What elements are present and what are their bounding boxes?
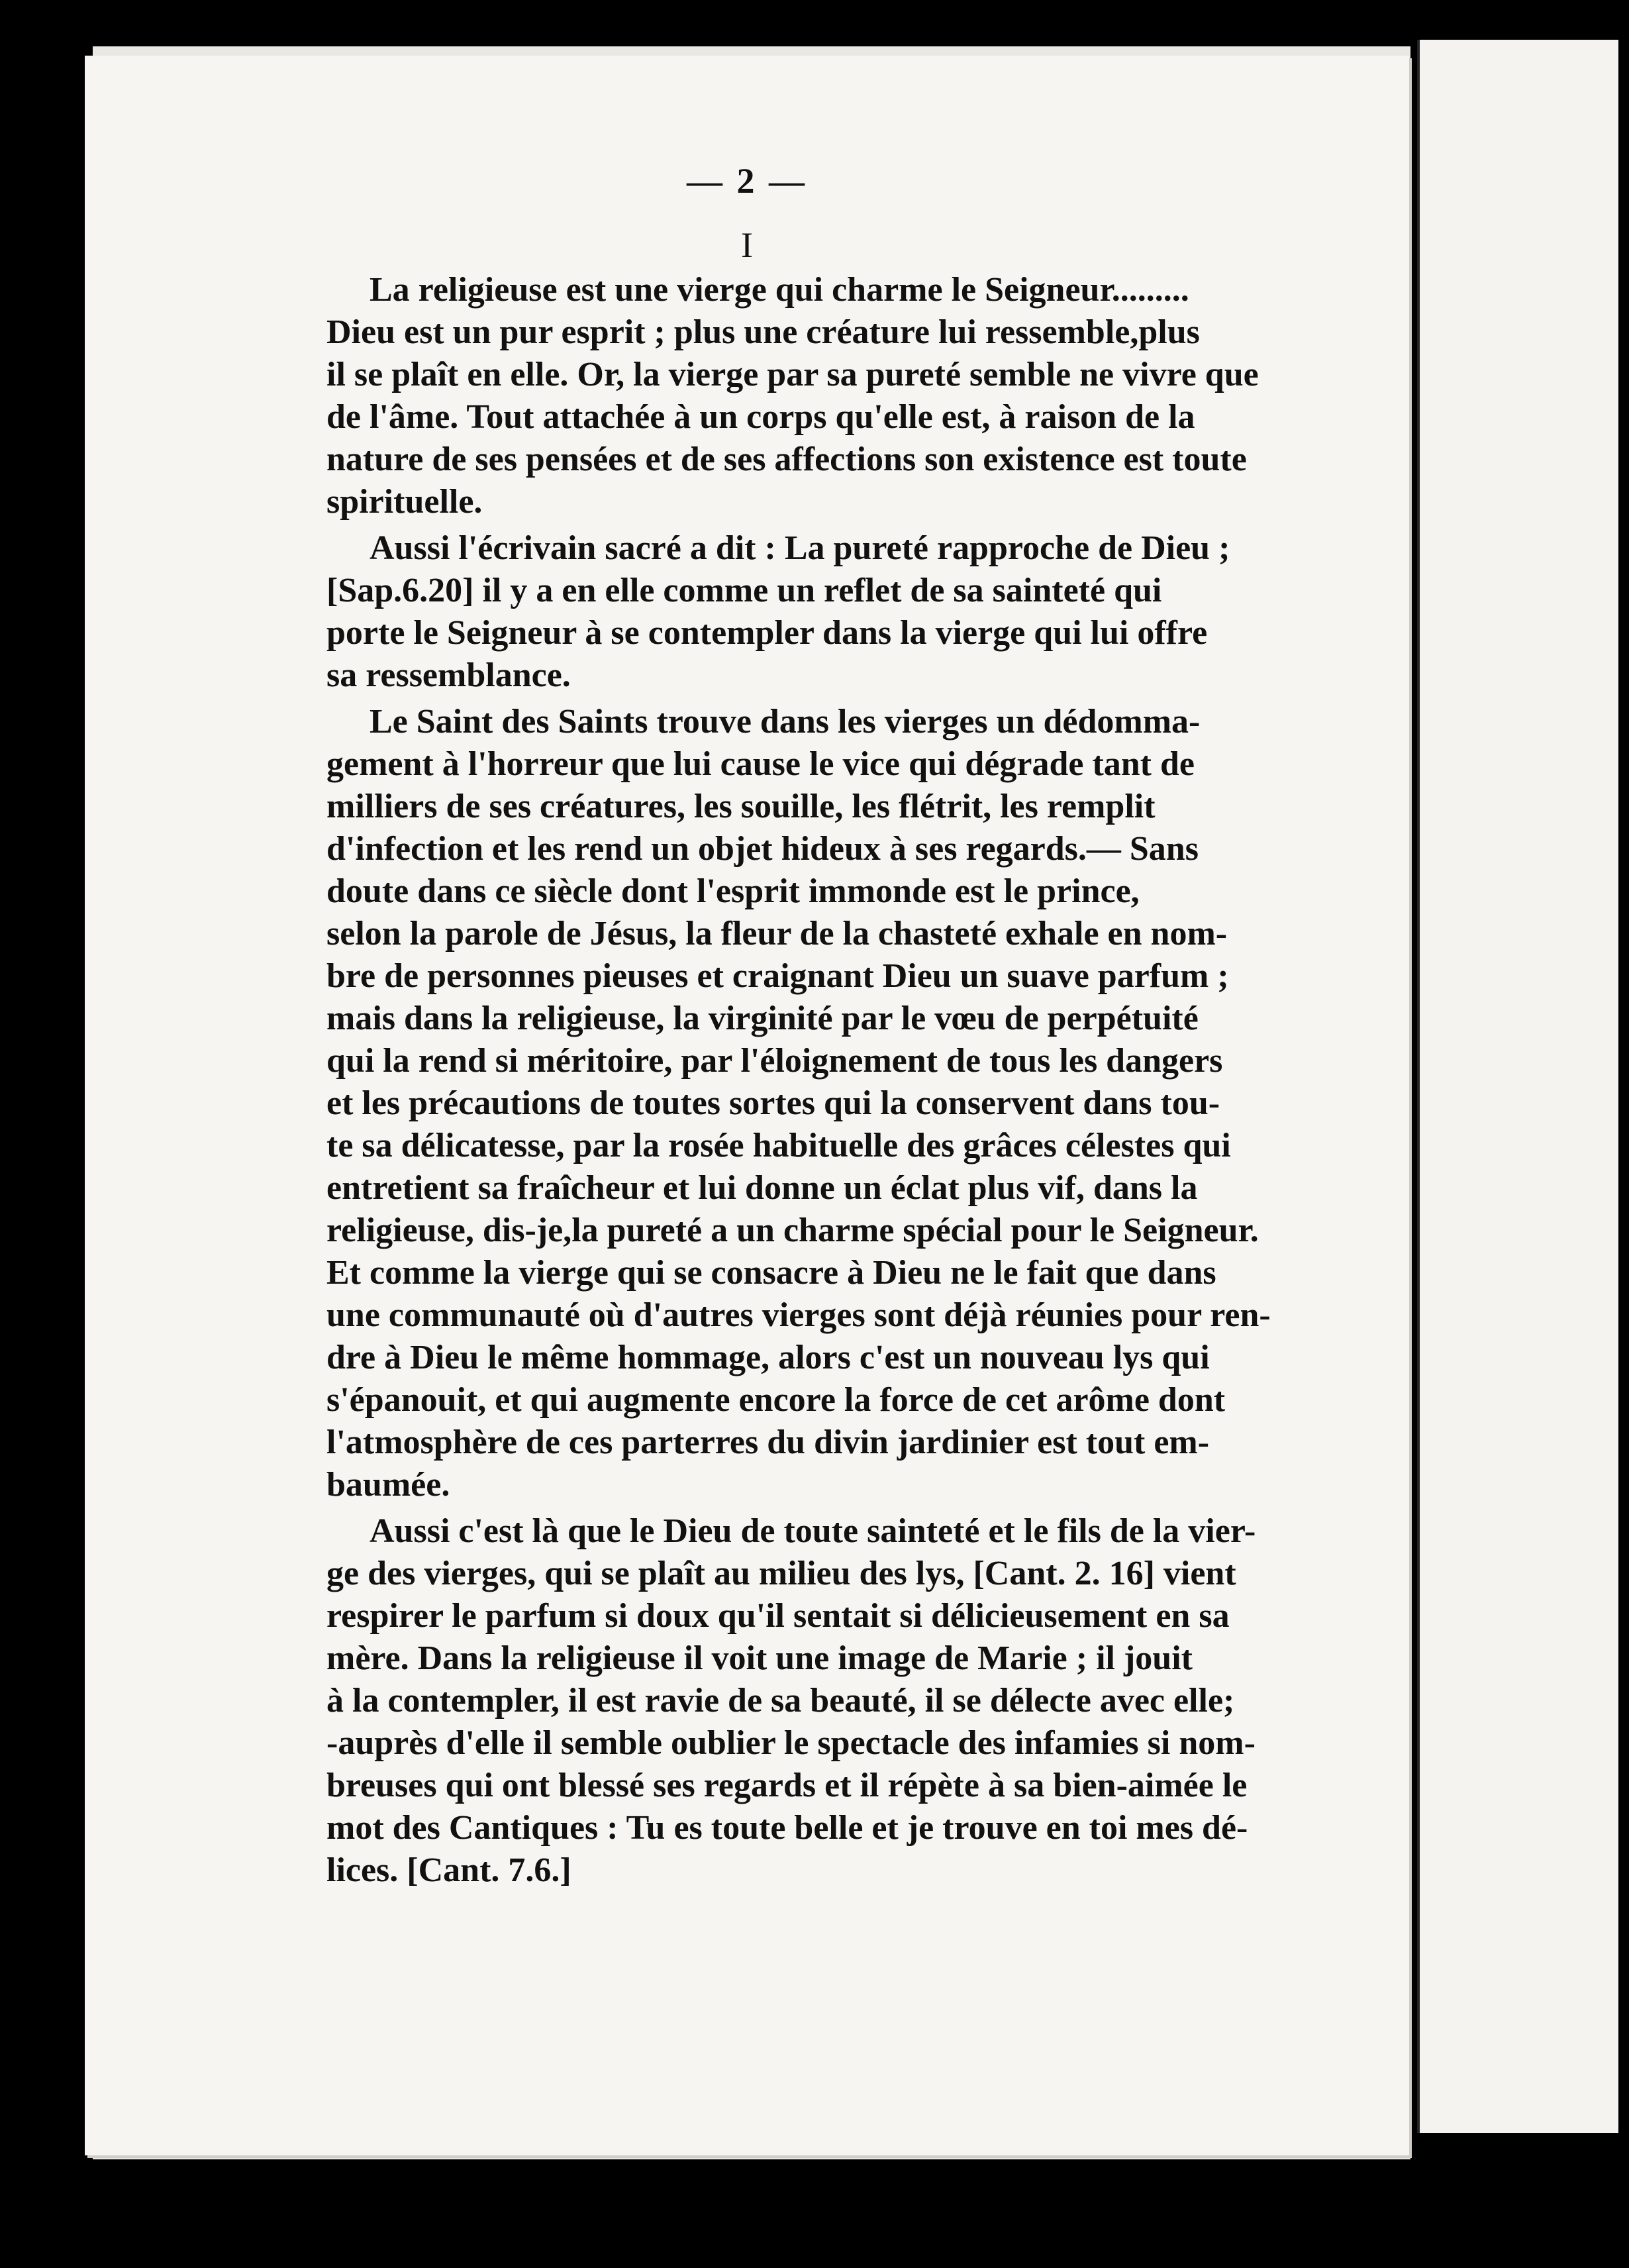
paragraph-1 [326,269,1369,523]
adjacent-page-edge [1417,40,1618,2133]
text-line: religieuse, dis-je,la pureté a un charme spécial pour le Seigneur. [326,1211,1259,1249]
body-text [326,269,1369,1896]
section-number: I [741,225,753,265]
text-line: -auprès d'elle il semble oublier le spectacle des infamies si nom- [326,1724,1256,1762]
text-line: lices. [Cant. 7.6.] [326,1851,571,1889]
text-line: Dieu est un pur esprit ; plus une créature lui ressemble,plus [326,313,1200,351]
text-line: une communauté où d'autres vierges sont déjà réunies pour ren- [326,1296,1271,1334]
text-line: à la contempler, il est ravie de sa beauté, il se délecte avec elle; [326,1682,1235,1720]
document-page [85,56,1409,2155]
text-line: d'infection et les rend un objet hideux à ses regards.— Sans [326,830,1199,868]
text-line: sa ressemblance. [326,656,571,694]
text-line: breuses qui ont blessé ses regards et il répète à sa bien-aimée le [326,1767,1248,1804]
text-line: gement à l'horreur que lui cause le vice qui dégrade tant de [326,745,1195,783]
text-line: Le Saint des Saints trouve dans les vierges un dédomma- [370,703,1201,741]
text-line: mère. Dans la religieuse il voit une image de Marie ; il jouit [326,1639,1193,1677]
text-line: dre à Dieu le même hommage, alors c'est un nouveau lys qui [326,1339,1210,1376]
text-line: baumée. [326,1466,450,1504]
text-line: La religieuse est une vierge qui charme le Seigneur......... [370,271,1189,309]
text-line: doute dans ce siècle dont l'esprit immonde est le prince, [326,872,1140,910]
text-line: nature de ses pensées et de ses affections son existence est toute [326,440,1247,478]
paragraph-4 [326,1510,1369,1892]
text-line: qui la rend si méritoire, par l'éloignement de tous les dangers [326,1042,1223,1080]
text-line: te sa délicatesse, par la rosée habituelle des grâces célestes qui [326,1127,1231,1164]
text-line: l'atmosphère de ces parterres du divin jardinier est tout em- [326,1423,1210,1461]
text-line: porte le Seigneur à se contempler dans la vierge qui lui offre [326,614,1208,652]
text-line: mot des Cantiques : Tu es toute belle et je trouve en toi mes dé- [326,1809,1248,1847]
text-line: respirer le parfum si doux qu'il sentait si délicieusement en sa [326,1597,1230,1635]
paragraph-2 [326,527,1369,697]
page-number: — 2 — [687,161,807,201]
text-line: il se plaît en elle. Or, la vierge par sa pureté semble ne vivre que [326,356,1259,393]
text-line: selon la parole de Jésus, la fleur de la chasteté exhale en nom- [326,915,1228,953]
text-line: bre de personnes pieuses et craignant Dieu un suave parfum ; [326,957,1229,995]
text-line: et les précautions de toutes sortes qui la conservent dans tou- [326,1084,1220,1122]
text-line: [Sap.6.20] il y a en elle comme un reflet de sa sainteté qui [326,572,1162,609]
text-line: s'épanouit, et qui augmente encore la force de cet arôme dont [326,1381,1226,1419]
text-line: ge des vierges, qui se plaît au milieu des lys, [Cant. 2. 16] vient [326,1555,1236,1592]
text-line: Aussi c'est là que le Dieu de toute sainteté et le fils de la vier- [370,1512,1256,1550]
text-line: spirituelle. [326,483,483,521]
text-line: Et comme la vierge qui se consacre à Dieu ne le fait que dans [326,1254,1216,1292]
text-line: de l'âme. Tout attachée à un corps qu'elle est, à raison de la [326,398,1195,436]
text-line: milliers de ses créatures, les souille, les flétrit, les remplit [326,788,1156,825]
text-line: entretient sa fraîcheur et lui donne un éclat plus vif, dans la [326,1169,1198,1207]
text-line: Aussi l'écrivain sacré a dit : La pureté rapproche de Dieu ; [370,529,1230,567]
paragraph-3 [326,701,1369,1506]
text-line: mais dans la religieuse, la virginité par le vœu de perpétuité [326,1000,1199,1037]
